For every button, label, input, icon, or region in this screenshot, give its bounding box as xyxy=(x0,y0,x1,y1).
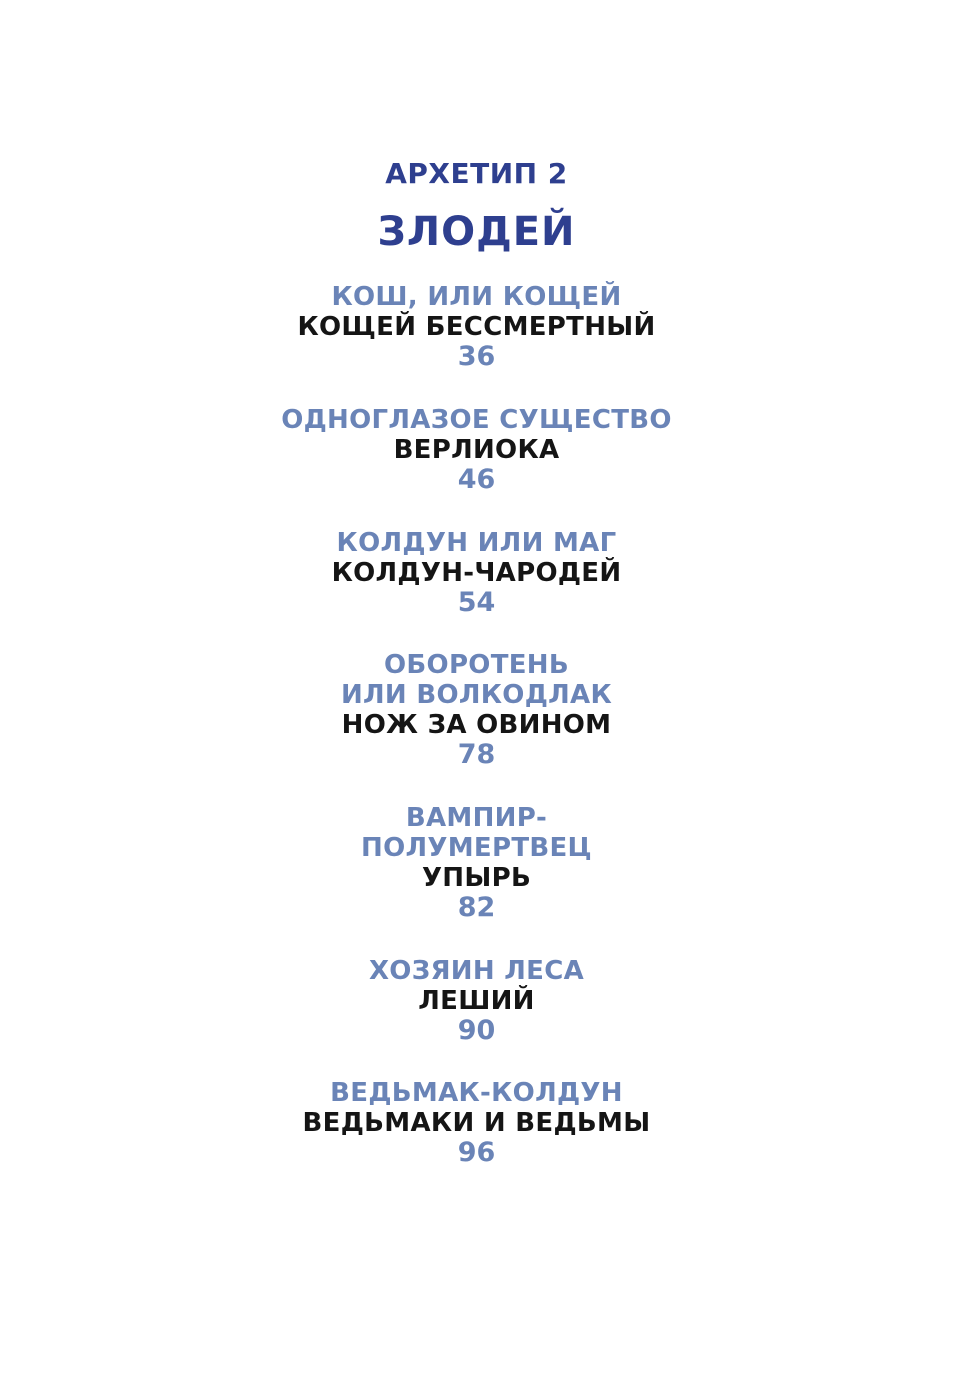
entry-archetype: ВЕДЬМАК-КОЛДУН xyxy=(330,1078,623,1108)
toc-entry[interactable] xyxy=(0,803,953,923)
entry-page-number: 36 xyxy=(457,341,496,372)
entry-archetype: ПОЛУМЕРТВЕЦ xyxy=(361,833,592,863)
entry-page-number: 96 xyxy=(457,1137,496,1168)
entry-name: КОЩЕЙ БЕССМЕРТНЫЙ xyxy=(297,312,656,342)
entry-page-number: 54 xyxy=(457,587,496,618)
section-title: ЗЛОДЕЙ xyxy=(377,209,576,255)
toc-entry[interactable] xyxy=(0,528,953,618)
entry-archetype: КОШ, ИЛИ КОЩЕЙ xyxy=(331,282,622,312)
entry-name: КОЛДУН-ЧАРОДЕЙ xyxy=(331,558,622,588)
entry-archetype: ВАМПИР- xyxy=(405,803,548,833)
entry-page-number: 82 xyxy=(457,892,496,923)
toc-entry[interactable] xyxy=(0,1078,953,1168)
toc-entry[interactable] xyxy=(0,650,953,770)
entry-name: УПЫРЬ xyxy=(421,863,532,893)
entry-name: ВЕДЬМАКИ И ВЕДЬМЫ xyxy=(302,1108,651,1138)
entry-name: ВЕРЛИОКА xyxy=(393,435,560,465)
toc-entry[interactable] xyxy=(0,405,953,495)
entry-archetype: КОЛДУН ИЛИ МАГ xyxy=(336,528,617,558)
entry-page-number: 78 xyxy=(457,739,496,770)
entry-archetype: ХОЗЯИН ЛЕСА xyxy=(368,956,585,986)
entry-archetype: ОДНОГЛАЗОЕ СУЩЕСТВО xyxy=(281,405,672,435)
toc-entry[interactable] xyxy=(0,956,953,1046)
entry-name: НОЖ ЗА ОВИНОМ xyxy=(341,710,612,740)
entry-page-number: 46 xyxy=(457,464,496,495)
toc-entry[interactable] xyxy=(0,282,953,372)
entry-name: ЛЕШИЙ xyxy=(418,986,535,1016)
entry-archetype: ОБОРОТЕНЬ xyxy=(384,650,569,680)
archetype-label: АРХЕТИП 2 xyxy=(385,157,568,190)
entry-page-number: 90 xyxy=(457,1015,496,1046)
entry-archetype: ИЛИ ВОЛКОДЛАК xyxy=(340,680,613,710)
